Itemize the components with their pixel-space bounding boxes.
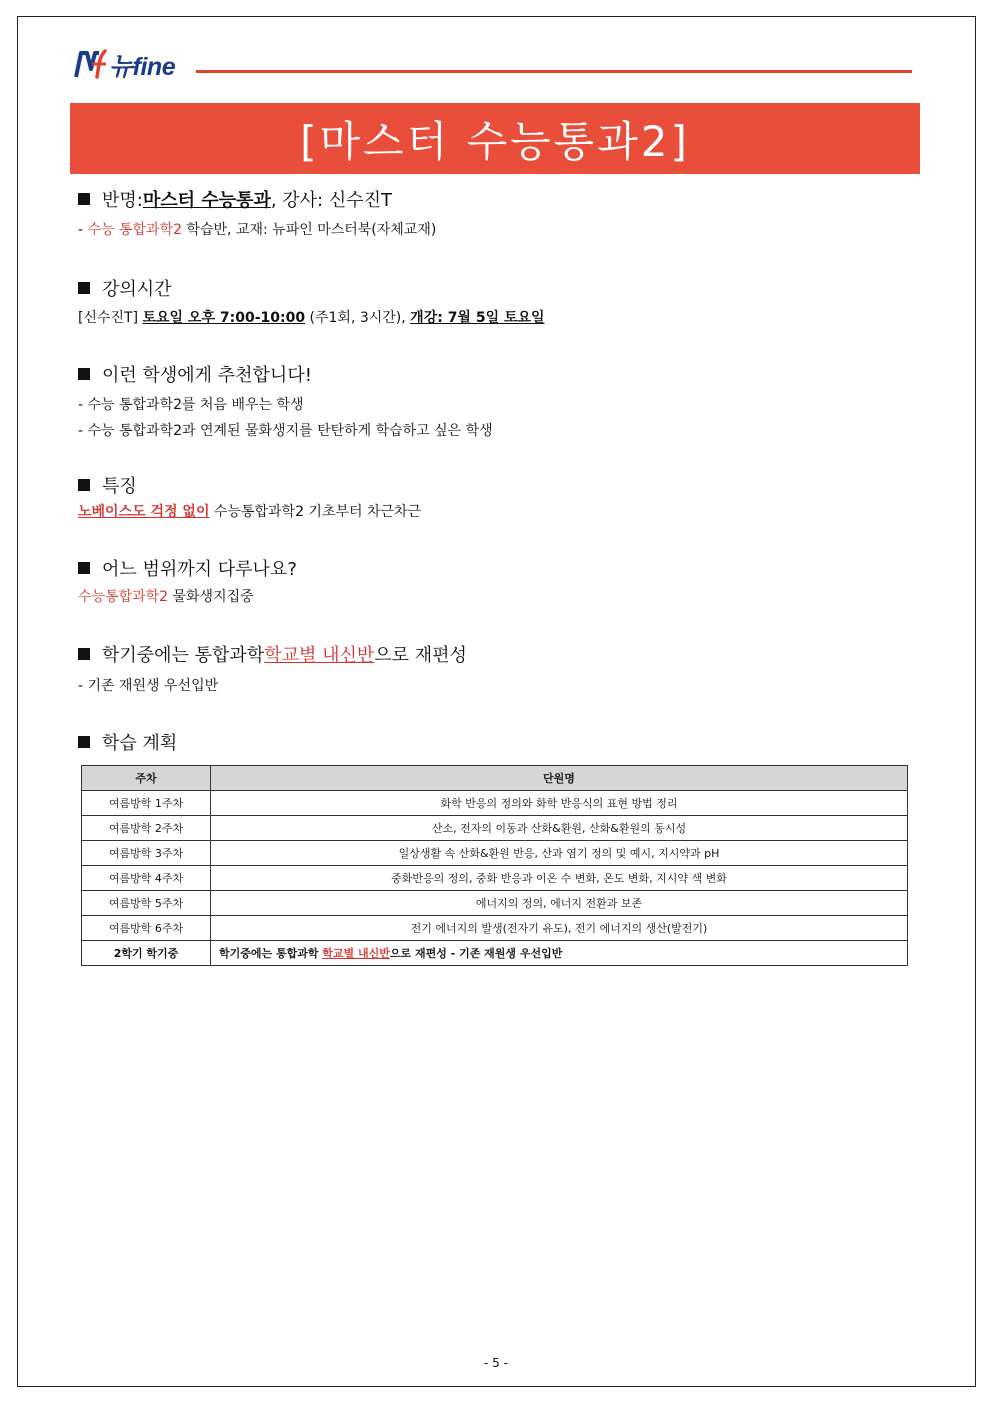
title-banner <box>70 103 920 174</box>
logo-text: 뉴fine <box>109 53 176 81</box>
line-text: 수능통합과학2 기초부터 차근차근 <box>209 504 422 520</box>
heading-text: 강의시간 <box>102 279 172 300</box>
scope-highlight: 수능통합과학2 <box>78 589 169 605</box>
column-header-week: 주차 <box>82 766 211 791</box>
class-info-line <box>78 219 436 239</box>
recommend-line: - 수능 통합과학2과 연계된 물화생지를 탄탄하게 학습하고 싶은 학생 <box>78 423 493 439</box>
unit-cell: 전기 에너지의 발생(전자기 유도), 전기 에너지의 생산(발전기) <box>211 916 908 941</box>
heading-text: 반명: <box>102 190 143 211</box>
newfine-logo-icon <box>73 47 107 83</box>
school-class-highlight: 학교별 내신반 <box>264 645 375 666</box>
week-cell: 여름방학 5주차 <box>82 891 211 916</box>
square-bullet-icon <box>78 193 90 205</box>
week-cell: 2학기 학기중 <box>82 941 211 966</box>
scope-heading <box>78 555 297 581</box>
week-cell: 여름방학 4주차 <box>82 866 211 891</box>
semester-line: - 기존 재원생 우선입반 <box>78 678 219 694</box>
heading-text: 특징 <box>102 476 137 497</box>
square-bullet-icon <box>78 368 90 380</box>
class-info-heading <box>78 186 392 212</box>
subject-highlight: 수능 통합과학2 <box>87 222 183 238</box>
heading-text: 학습 계획 <box>102 733 178 754</box>
line-text: [신수진T] <box>78 310 143 326</box>
opening-date: 개강: 7월 5일 토요일 <box>410 310 545 326</box>
recommend-heading <box>78 361 312 387</box>
square-bullet-icon <box>78 479 90 491</box>
scope-line <box>78 586 254 606</box>
heading-text: , 강사: 신수진T <box>270 190 392 211</box>
semester-heading <box>78 641 467 667</box>
study-plan-heading <box>78 729 177 755</box>
line-text: 학습반, 교재: 뉴파인 마스터북(자체교재) <box>182 222 437 238</box>
unit-cell: 중화반응의 정의, 중화 반응과 이온 수 변화, 온도 변화, 지시약 색 변화 <box>211 866 908 891</box>
study-plan-table <box>81 765 908 966</box>
week-cell: 여름방학 3주차 <box>82 841 211 866</box>
table-row <box>82 841 908 866</box>
school-class-highlight: 학교별 내신반 <box>322 947 390 960</box>
table-row <box>82 866 908 891</box>
heading-text: 학기중에는 통합과학 <box>102 645 265 666</box>
week-cell: 여름방학 1주차 <box>82 791 211 816</box>
unit-cell: 에너지의 정의, 에너지 전환과 보존 <box>211 891 908 916</box>
line-text: 물화생지집중 <box>168 589 254 605</box>
schedule-heading <box>78 275 172 301</box>
cell-text: 으로 재편성 - 기존 재원생 우선입반 <box>389 947 563 960</box>
heading-text: 어느 범위까지 다루나요? <box>102 559 297 580</box>
features-line <box>78 501 421 521</box>
unit-cell: 산소, 전자의 이동과 산화&환원, 산화&환원의 동시성 <box>211 816 908 841</box>
unit-cell: 화학 반응의 정의와 화학 반응식의 표현 방법 정리 <box>211 791 908 816</box>
square-bullet-icon <box>78 648 90 660</box>
table-row <box>82 816 908 841</box>
week-cell: 여름방학 6주차 <box>82 916 211 941</box>
header-rule <box>196 70 912 73</box>
line-text: (주1회, 3시간), <box>305 310 411 326</box>
schedule-line <box>78 307 545 327</box>
recommend-line: - 수능 통합과학2를 처음 배우는 학생 <box>78 397 304 413</box>
unit-cell: 일상생활 속 산화&환원 반응, 산과 염기 정의 및 예시, 지시약과 pH <box>211 841 908 866</box>
dash: - <box>78 222 88 238</box>
page-number: - 5 - <box>484 1356 508 1370</box>
table-header-row <box>82 766 908 791</box>
cell-text: 학기중에는 통합과학 <box>219 947 323 960</box>
square-bullet-icon <box>78 562 90 574</box>
heading-text: 으로 재편성 <box>374 645 467 666</box>
week-cell: 여름방학 2주차 <box>82 816 211 841</box>
table-row <box>82 791 908 816</box>
brand-logo <box>73 47 175 83</box>
column-header-unit: 단원명 <box>211 766 908 791</box>
page-title: [마스터 수능통과2] <box>300 116 690 166</box>
class-name: 마스터 수능통과 <box>142 190 271 211</box>
feature-highlight: 노베이스도 걱정 없이 <box>78 504 210 520</box>
square-bullet-icon <box>78 736 90 748</box>
unit-cell <box>211 941 908 966</box>
table-row <box>82 916 908 941</box>
square-bullet-icon <box>78 282 90 294</box>
table-row <box>82 891 908 916</box>
heading-text: 이런 학생에게 추천합니다! <box>102 365 312 386</box>
class-time: 토요일 오후 7:00-10:00 <box>142 310 306 326</box>
features-heading <box>78 472 137 498</box>
table-row-semester <box>82 941 908 966</box>
